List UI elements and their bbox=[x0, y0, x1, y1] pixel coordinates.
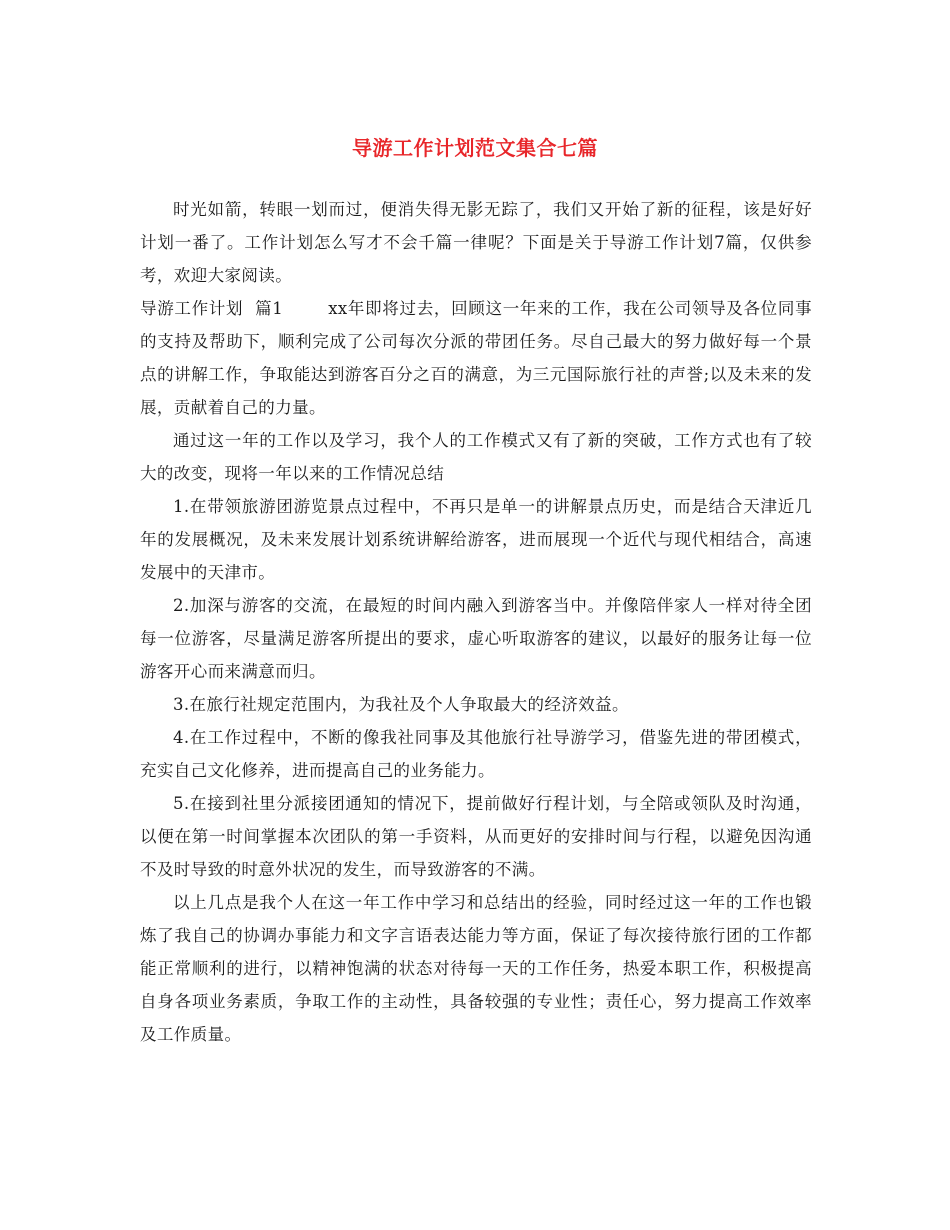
point-1-paragraph: 1.在带领旅游团游览景点过程中，不再只是单一的讲解景点历史，而是结合天津近几年的发展概况，及未来发展计划系统讲解给游客，进而展现一个近代与现代相结合，高速发展中的天津市。 bbox=[140, 497, 812, 582]
intro-paragraph: 时光如箭，转眼一划而过，便消失得无影无踪了，我们又开始了新的征程，该是好好计划一番了。工作计划怎么写才不会千篇一律呢？下面是关于导游工作计划7篇，仅供参考，欢迎大家阅读。 bbox=[140, 200, 812, 285]
point-4-paragraph: 4.在工作过程中，不断的像我社同事及其他旅行社导游学习，借鉴先进的带团模式，充实自己文化修养，进而提高自己的业务能力。 bbox=[140, 728, 812, 780]
summary-intro-paragraph: 通过这一年的工作以及学习，我个人的工作模式又有了新的突破，工作方式也有了较大的改变，现将一年以来的工作情况总结 bbox=[140, 431, 812, 483]
document-title: 导游工作计划范文集合七篇 bbox=[352, 136, 598, 161]
conclusion-paragraph: 以上几点是我个人在这一年工作中学习和总结出的经验，同时经过这一年的工作也锻炼了我自己的协调办事能力和文字言语表达能力等方面，保证了每次接待旅行团的工作都能正常顺利的进行，以精神饱满的状态对待每一天的工作任务，热爱本职工作，积极提高自身各项业务素质，争取工作的主动性，具备较强的专业性；责任心，努力提高工作效率及工作质量。 bbox=[140, 893, 812, 1044]
document-body bbox=[140, 193, 812, 1051]
section-1-paragraph bbox=[140, 292, 812, 424]
section-1-label: 导游工作计划 篇1 bbox=[140, 299, 284, 318]
section-1-text: xx年即将过去，回顾这一年来的工作，我在公司领导及各位同事的支持及帮助下，顺利完成了公司每次分派的带团任务。尽自己最大的努力做好每一个景点的讲解工作，争取能达到游客百分之百的满意，为三元国际旅行社的声誉;以及未来的发展，贡献着自己的力量。 bbox=[140, 299, 812, 417]
point-2-paragraph: 2.加深与游客的交流，在最短的时间内融入到游客当中。并像陪伴家人一样对待全团每一位游客，尽量满足游客所提出的要求，虚心听取游客的建议，以最好的服务让每一位游客开心而来满意而归。 bbox=[140, 596, 812, 681]
point-5-paragraph: 5.在接到社里分派接团通知的情况下，提前做好行程计划，与全陪或领队及时沟通，以便在第一时间掌握本次团队的第一手资料，从而更好的安排时间与行程，以避免因沟通不及时导致的时意外状况的发生，而导致游客的不满。 bbox=[140, 794, 812, 879]
point-3-paragraph: 3.在旅行社规定范围内，为我社及个人争取最大的经济效益。 bbox=[173, 695, 629, 714]
